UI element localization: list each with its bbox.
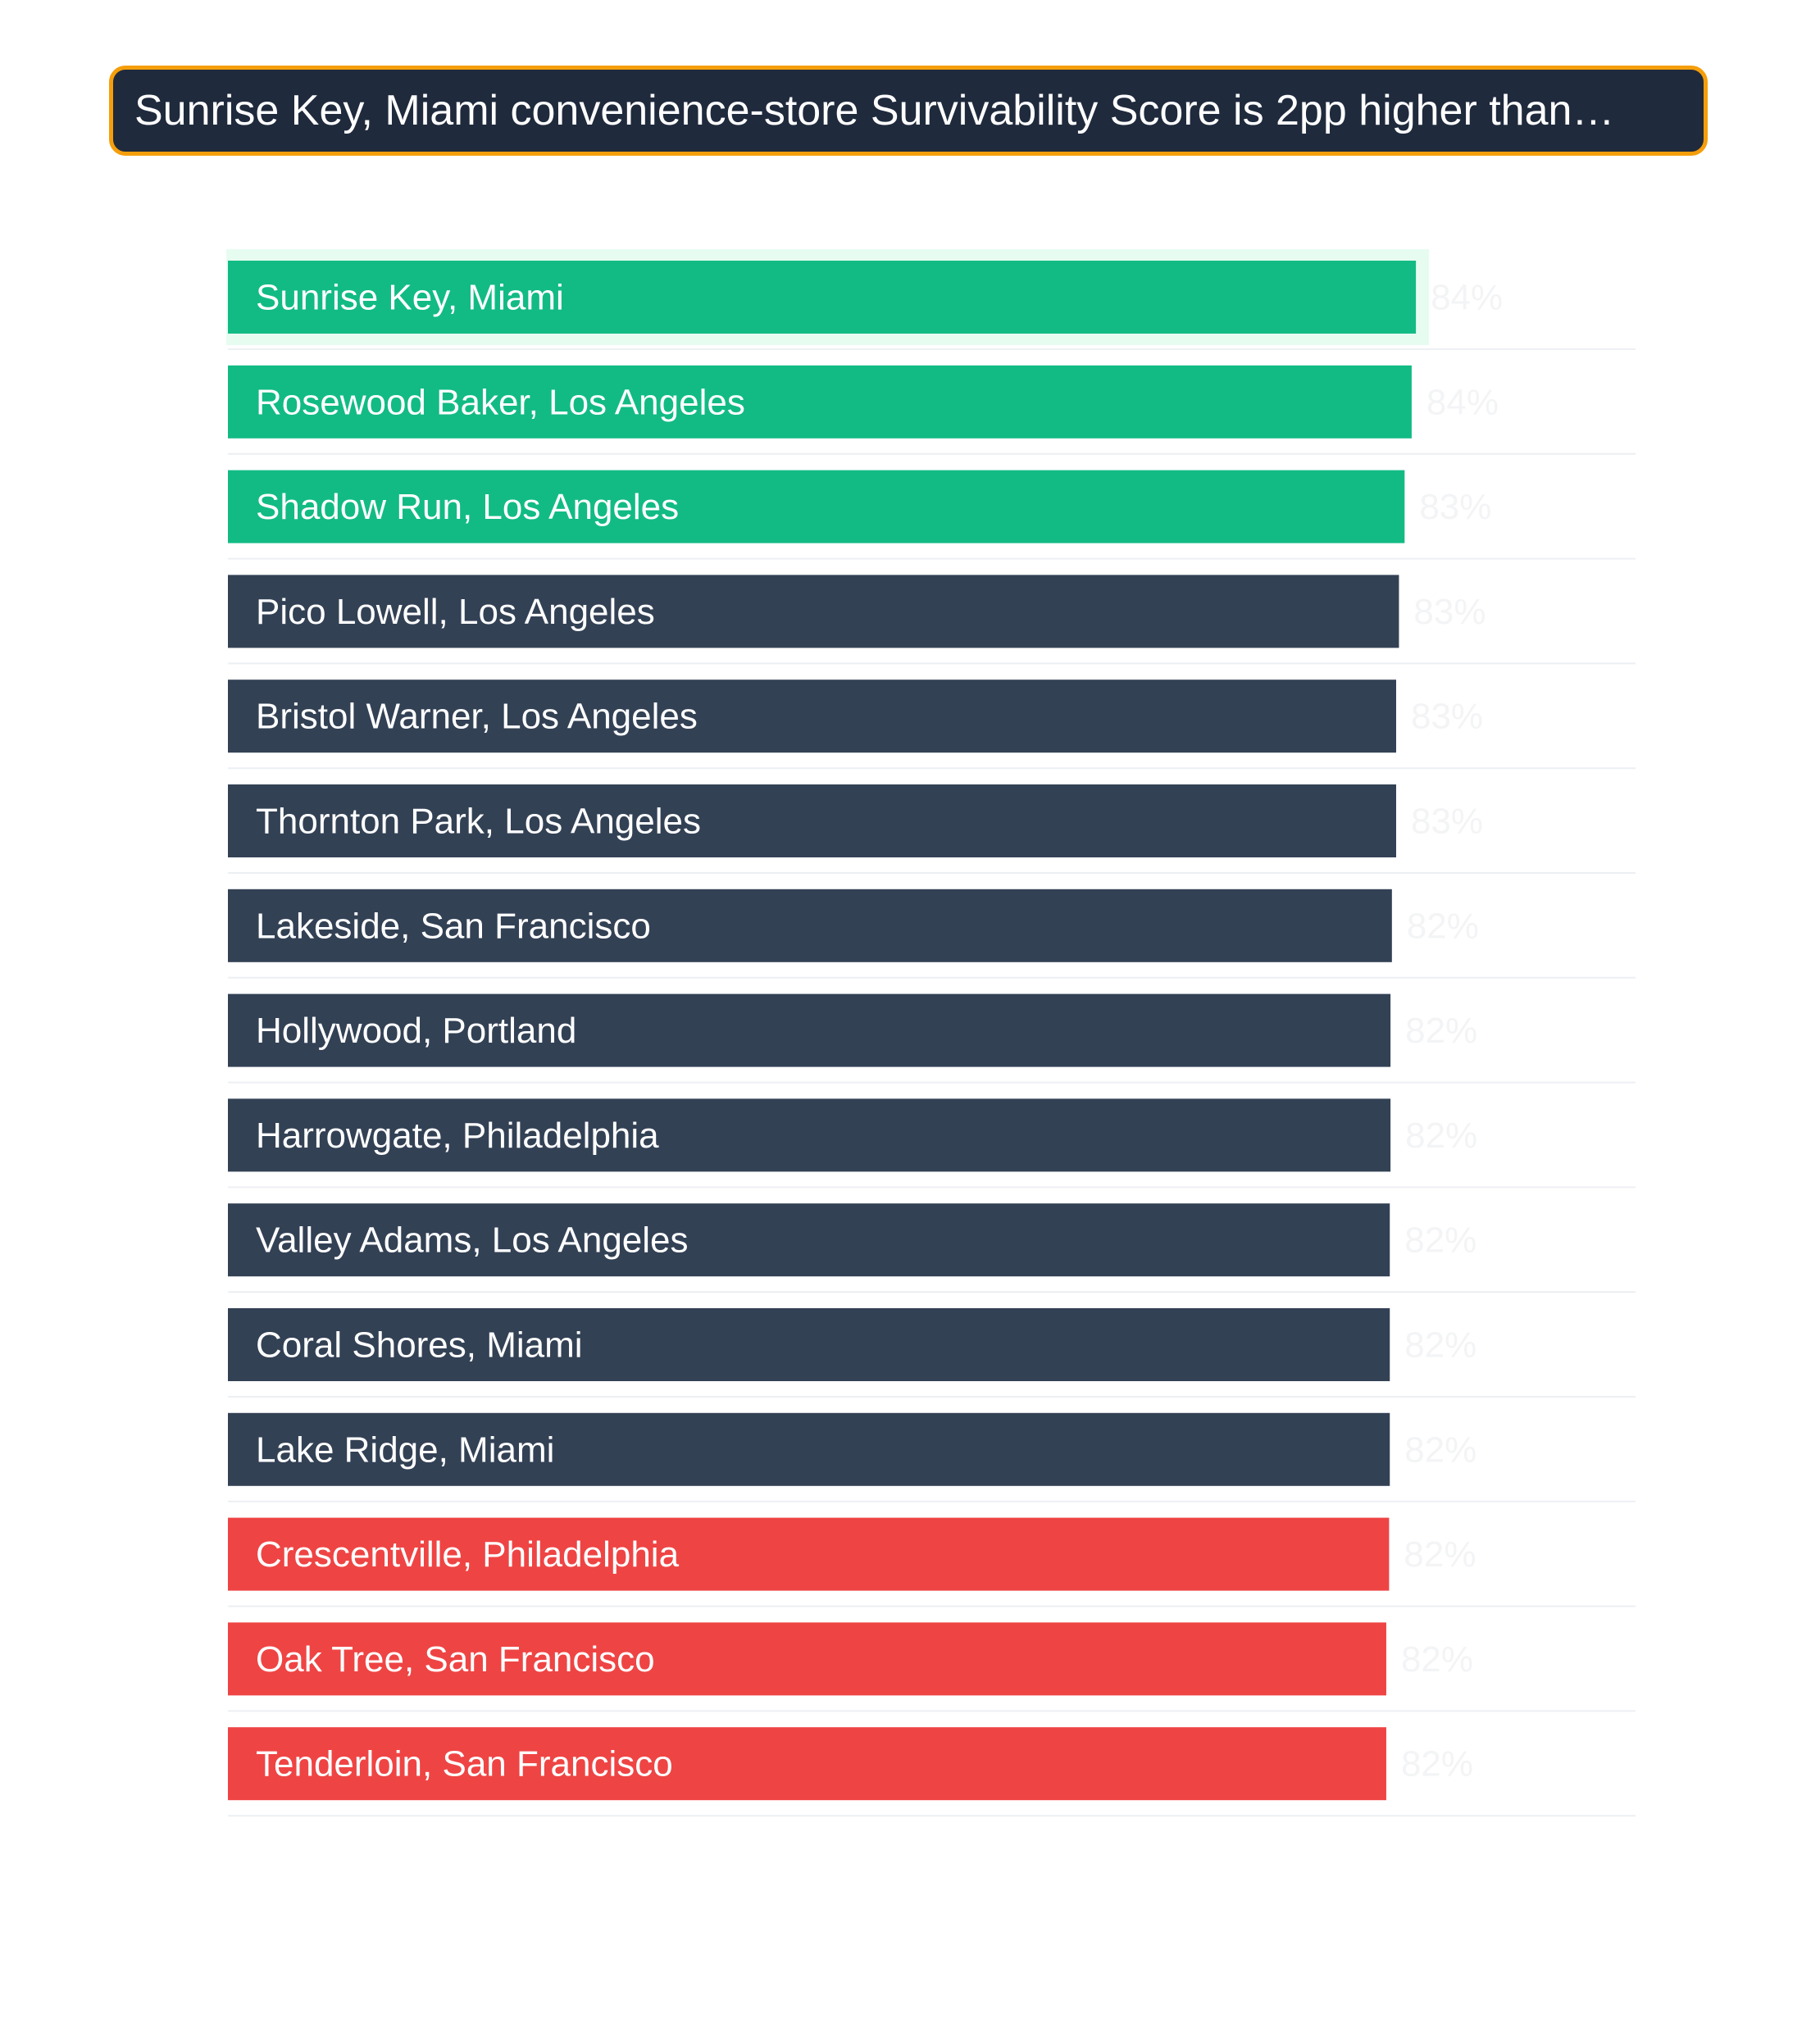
bar-value-label: 82% — [1406, 906, 1479, 947]
chart-title: Sunrise Key, Miami convenience-store Survivability Score is 2pp higher than… — [134, 87, 1615, 134]
bar-value-label: 83% — [1410, 801, 1484, 842]
bar-value-label: 82% — [1404, 1430, 1477, 1471]
bar-category-label: Lakeside, San Francisco — [256, 906, 651, 947]
bar-category-label: Rosewood Baker, Los Angeles — [256, 382, 745, 423]
bar-value-label: 83% — [1410, 696, 1484, 737]
bar-value-label: 82% — [1405, 1115, 1478, 1156]
bar-value-label: 82% — [1404, 1325, 1477, 1366]
bar-category-label: Valley Adams, Los Angeles — [256, 1220, 689, 1261]
bar-value-label: 83% — [1419, 487, 1492, 528]
bar-category-label: Coral Shores, Miami — [256, 1325, 583, 1366]
bar-category-label: Bristol Warner, Los Angeles — [256, 696, 698, 737]
bar-value-label: 83% — [1413, 591, 1486, 632]
bar-category-label: Thornton Park, Los Angeles — [256, 801, 701, 842]
bar-value-label: 82% — [1404, 1534, 1476, 1575]
bar-category-label: Tenderloin, San Francisco — [256, 1743, 673, 1784]
bar-category-label: Shadow Run, Los Angeles — [256, 487, 680, 528]
bar-category-label: Oak Tree, San Francisco — [256, 1639, 655, 1680]
bar-value-label: 82% — [1404, 1220, 1477, 1261]
bar-category-label: Crescentville, Philadelphia — [256, 1534, 680, 1575]
bar-value-label: 84% — [1431, 277, 1504, 318]
bar-value-label: 82% — [1400, 1743, 1474, 1784]
bar-category-label: Pico Lowell, Los Angeles — [256, 591, 655, 632]
bar-category-label: Lake Ridge, Miami — [256, 1430, 555, 1471]
bar-category-label: Harrowgate, Philadelphia — [256, 1115, 659, 1156]
bar-value-label: 82% — [1400, 1639, 1474, 1680]
bar-value-label: 82% — [1405, 1011, 1478, 1052]
bar-value-label: 84% — [1426, 382, 1499, 423]
bar-category-label: Sunrise Key, Miami — [256, 277, 564, 318]
bar-category-label: Hollywood, Portland — [256, 1011, 577, 1052]
